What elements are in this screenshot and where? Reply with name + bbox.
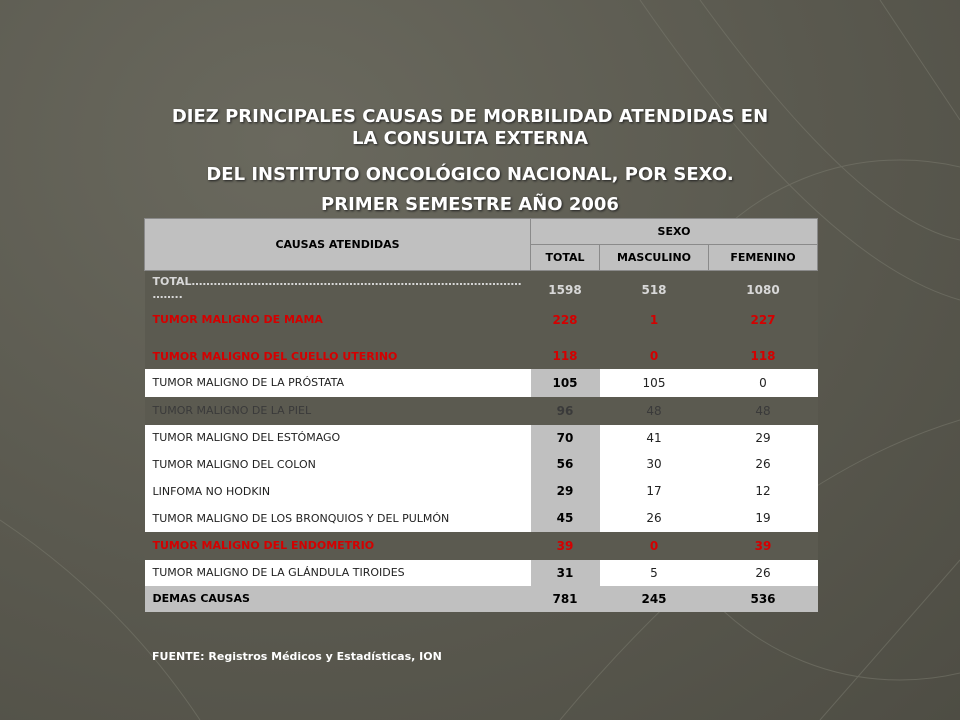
cell-total: 228 [531, 309, 600, 331]
cell-femenino: 26 [709, 451, 818, 478]
table-row [145, 478, 818, 505]
header-masculino: MASCULINO [600, 245, 709, 271]
cell-total: 105 [531, 369, 600, 397]
cell-femenino: 0 [709, 369, 818, 397]
header-causas: CAUSAS ATENDIDAS [145, 219, 531, 271]
table-row [145, 425, 818, 451]
source-note: FUENTE: Registros Médicos y Estadísticas, ION [152, 650, 442, 663]
cell-femenino: 39 [709, 532, 818, 560]
row-name: TUMOR MALIGNO DE MAMA [145, 309, 531, 331]
cell-femenino: 227 [709, 309, 818, 331]
header-sexo: SEXO [531, 219, 818, 245]
row-name: TUMOR MALIGNO DEL ESTÓMAGO [145, 425, 531, 451]
table-row [145, 532, 818, 560]
cell-masculino: 48 [600, 397, 709, 425]
table-row [145, 586, 818, 612]
header-total: TOTAL [531, 245, 600, 271]
cell-femenino: 29 [709, 425, 818, 451]
row-name: TUMOR MALIGNO DE LA PRÓSTATA [145, 369, 531, 397]
cell-femenino: 536 [709, 586, 818, 612]
title-line-1b: LA CONSULTA EXTERNA [352, 128, 588, 149]
row-name: TUMOR MALIGNO DE LA GLÁNDULA TIROIDES [145, 560, 531, 586]
table-row [145, 397, 818, 425]
cell-total: 70 [531, 425, 600, 451]
table-row [145, 560, 818, 586]
cell-masculino: 105 [600, 369, 709, 397]
row-name: LINFOMA NO HODKIN [145, 478, 531, 505]
morbidity-table [144, 218, 818, 612]
cell-total: 29 [531, 478, 600, 505]
title-line-1: DIEZ PRINCIPALES CAUSAS DE MORBILIDAD ATENDIDAS EN [171, 106, 769, 127]
cell-masculino: 245 [600, 586, 709, 612]
title-line-3: PRIMER SEMESTRE AÑO 2006 [321, 194, 619, 215]
row-name: TUMOR MALIGNO DEL COLON [145, 451, 531, 478]
row-name: TOTAL……………………………………………………………………………… [152, 275, 522, 288]
cell-total: 96 [531, 397, 600, 425]
cell-total: 39 [531, 532, 600, 560]
row-name: TUMOR MALIGNO DE LOS BRONQUIOS Y DEL PULMÓN [145, 505, 531, 532]
cell-total: 781 [531, 586, 600, 612]
table-row [145, 309, 818, 331]
title-line-2: DEL INSTITUTO ONCOLÓGICO NACIONAL, POR SEXO. [206, 164, 734, 185]
cell-masculino: 30 [600, 451, 709, 478]
row-name: DEMAS CAUSAS [145, 586, 531, 612]
table-row [145, 505, 818, 532]
table-row [145, 451, 818, 478]
page-title [150, 106, 790, 150]
cell-total: 45 [531, 505, 600, 532]
cell-total: 56 [531, 451, 600, 478]
row-name-cont: …….. [152, 288, 183, 301]
header-femenino: FEMENINO [709, 245, 818, 271]
cell-femenino: 48 [709, 397, 818, 425]
cell-masculino: 17 [600, 478, 709, 505]
cell-masculino: 0 [600, 532, 709, 560]
cell-femenino: 12 [709, 478, 818, 505]
cell-femenino: 118 [709, 331, 818, 369]
cell-total: 1598 [531, 271, 600, 309]
table-row [145, 271, 818, 309]
cell-masculino: 26 [600, 505, 709, 532]
cell-femenino: 26 [709, 560, 818, 586]
cell-masculino: 41 [600, 425, 709, 451]
cell-femenino: 19 [709, 505, 818, 532]
table-row [145, 369, 818, 397]
cell-total: 118 [531, 331, 600, 369]
cell-masculino: 5 [600, 560, 709, 586]
table-row [145, 331, 818, 369]
cell-femenino: 1080 [709, 271, 818, 309]
cell-masculino: 0 [600, 331, 709, 369]
row-name: TUMOR MALIGNO DEL CUELLO UTERINO [145, 331, 531, 369]
row-name: TUMOR MALIGNO DEL ENDOMETRIO [145, 532, 531, 560]
cell-total: 31 [531, 560, 600, 586]
row-name: TUMOR MALIGNO DE LA PIEL [145, 397, 531, 425]
cell-masculino: 518 [600, 271, 709, 309]
cell-masculino: 1 [600, 309, 709, 331]
